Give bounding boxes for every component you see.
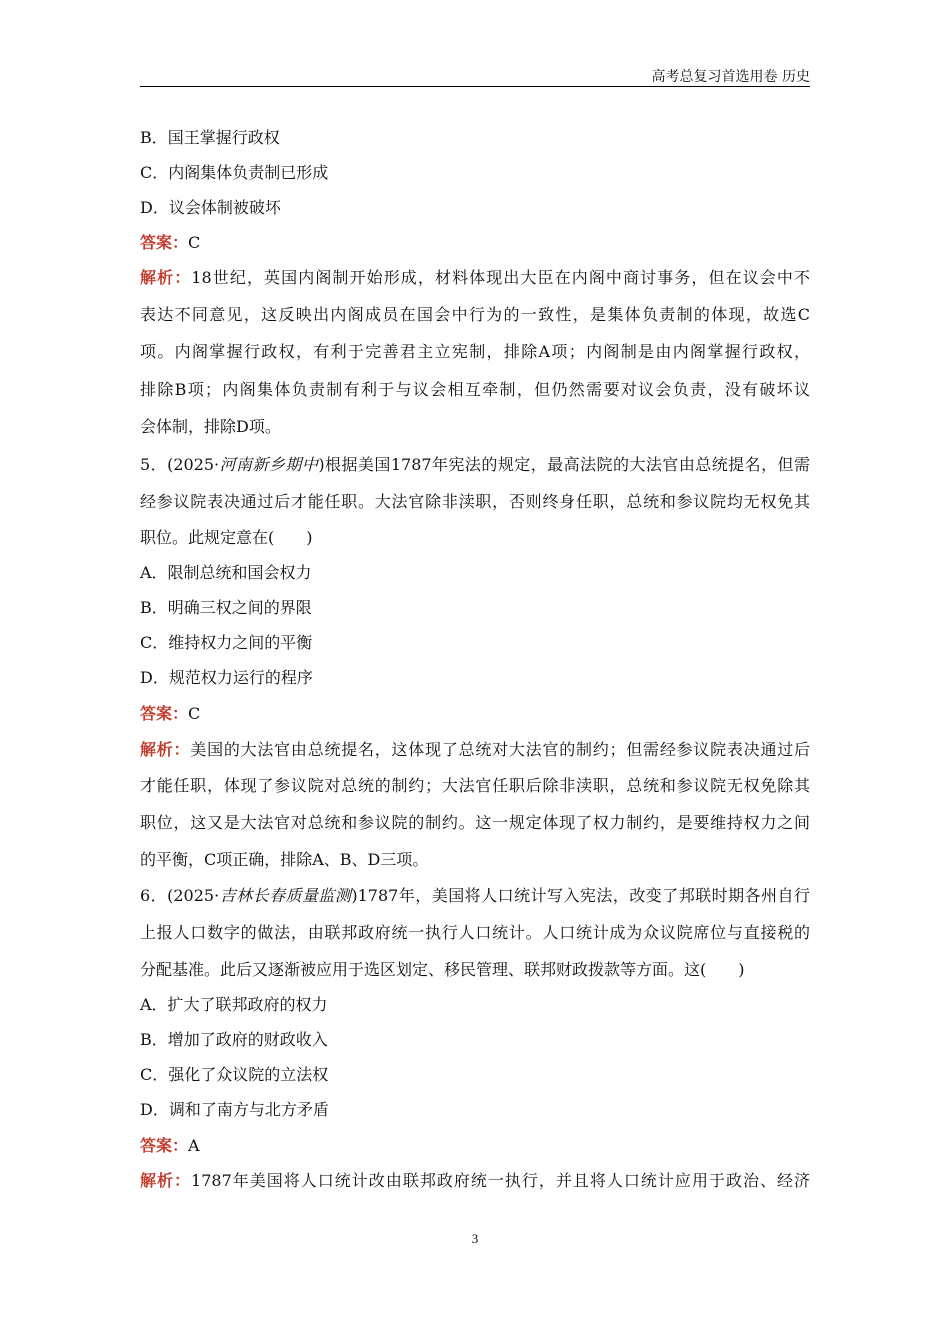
text-segment: C．内阁集体负责制已形成 xyxy=(140,163,329,182)
running-header: 高考总复习首选用卷 历史 xyxy=(651,69,810,85)
text-line xyxy=(140,995,810,1015)
text-segment: 分配基准。此后又逐渐被应用于选区划定、移民管理、联邦财政拨款等方面。这( ) xyxy=(140,960,745,979)
text-segment: 18世纪，英国内阁制开始形成，材料体现出大臣在内阁中商讨事务，但在议会中不 xyxy=(191,268,810,287)
text-segment: B．增加了政府的财政收入 xyxy=(140,1030,328,1049)
text-segment: 排除B项；内阁集体负责制有利于与议会相互牵制，但仍然需要对议会负责，没有破坏议 xyxy=(140,380,810,399)
text-line xyxy=(140,563,810,583)
text-line xyxy=(140,163,810,183)
source-note: 吉林长春质量监测 xyxy=(219,886,352,905)
text-segment: B．国王掌握行政权 xyxy=(140,128,280,147)
text-segment: D．调和了南方与北方矛盾 xyxy=(140,1100,329,1119)
answer-label: 解析： xyxy=(140,1171,192,1190)
text-segment: 表达不同意见，这反映出内阁成员在国会中行为的一致性，是集体负责制的体现，故选C xyxy=(140,305,810,324)
text-line xyxy=(140,1171,810,1191)
text-segment: 才能任职，体现了参议院对总统的制约；大法官任职后除非渎职，总统和参议院无权免除其 xyxy=(140,776,810,795)
text-line xyxy=(140,1065,810,1085)
text-segment: 5．(2025· xyxy=(140,455,220,474)
answer-label: 答案： xyxy=(140,233,189,252)
text-line xyxy=(140,598,810,618)
text-line xyxy=(140,492,810,512)
source-note: 河南新乡期中 xyxy=(219,455,319,474)
text-segment: A．限制总统和国会权力 xyxy=(140,563,312,582)
text-line xyxy=(140,305,810,325)
text-line xyxy=(140,886,810,906)
answer-label: 解析： xyxy=(140,740,191,759)
text-line xyxy=(140,233,810,253)
text-segment: A．扩大了联邦政府的权力 xyxy=(140,995,328,1014)
text-line xyxy=(140,1136,810,1156)
text-segment: 职位，这又是大法官对总统和参议院的制约。这一规定体现了权力制约，是要维持权力之间 xyxy=(140,813,810,832)
text-segment: B．明确三权之间的界限 xyxy=(140,598,312,617)
text-segment: C．强化了众议院的立法权 xyxy=(140,1065,329,1084)
text-segment: 1787年美国将人口统计改由联邦政府统一执行，并且将人口统计应用于政治、经济 xyxy=(191,1171,810,1190)
text-line xyxy=(140,268,810,288)
text-segment: D．议会体制被破坏 xyxy=(140,198,281,217)
text-line xyxy=(140,380,810,400)
text-segment: 项。内阁掌握行政权，有利于完善君主立宪制，排除A项；内阁制是由内阁掌握行政权， xyxy=(140,342,810,361)
text-segment: )根据美国1787年宪法的规定，最高法院的大法官由总统提名，但需 xyxy=(318,455,810,474)
text-line xyxy=(140,923,810,943)
answer-label: 答案： xyxy=(140,1136,189,1155)
text-line xyxy=(140,960,810,980)
text-line xyxy=(140,455,810,475)
text-line xyxy=(140,1030,810,1050)
text-line xyxy=(140,740,810,760)
text-segment: A xyxy=(188,1136,200,1155)
text-line xyxy=(140,813,810,833)
text-segment: D．规范权力运行的程序 xyxy=(140,668,313,687)
text-segment: 上报人口数字的做法，由联邦政府统一执行人口统计。人口统计成为众议院席位与直接税的 xyxy=(140,923,810,942)
text-line xyxy=(140,850,810,870)
text-segment: 6．(2025· xyxy=(140,886,220,905)
text-line xyxy=(140,668,810,688)
text-line xyxy=(140,417,810,437)
text-segment: 经参议院表决通过后才能任职。大法官除非渎职，否则终身任职，总统和参议院均无权免其 xyxy=(140,492,810,511)
text-line xyxy=(140,1100,810,1120)
text-line xyxy=(140,776,810,796)
text-line xyxy=(140,528,810,548)
page-number: 3 xyxy=(471,1231,479,1246)
text-segment: 美国的大法官由总统提名，这体现了总统对大法官的制约；但需经参议院表决通过后 xyxy=(190,740,810,759)
text-segment: C xyxy=(188,233,201,252)
text-segment: 职位。此规定意在( ) xyxy=(140,528,313,547)
text-line xyxy=(140,342,810,362)
header-rule xyxy=(140,86,810,87)
answer-label: 解析： xyxy=(140,268,192,287)
text-line xyxy=(140,198,810,218)
text-segment: C xyxy=(188,704,201,723)
text-segment: C．维持权力之间的平衡 xyxy=(140,633,313,652)
text-segment: 会体制，排除D项。 xyxy=(140,417,281,436)
text-line xyxy=(140,128,810,148)
text-line xyxy=(140,704,810,724)
text-line xyxy=(140,633,810,653)
text-segment: )1787年，美国将人口统计写入宪法，改变了邦联时期各州自行 xyxy=(351,886,810,905)
text-segment: 的平衡，C项正确，排除A、B、D三项。 xyxy=(140,850,429,869)
answer-label: 答案： xyxy=(140,704,189,723)
